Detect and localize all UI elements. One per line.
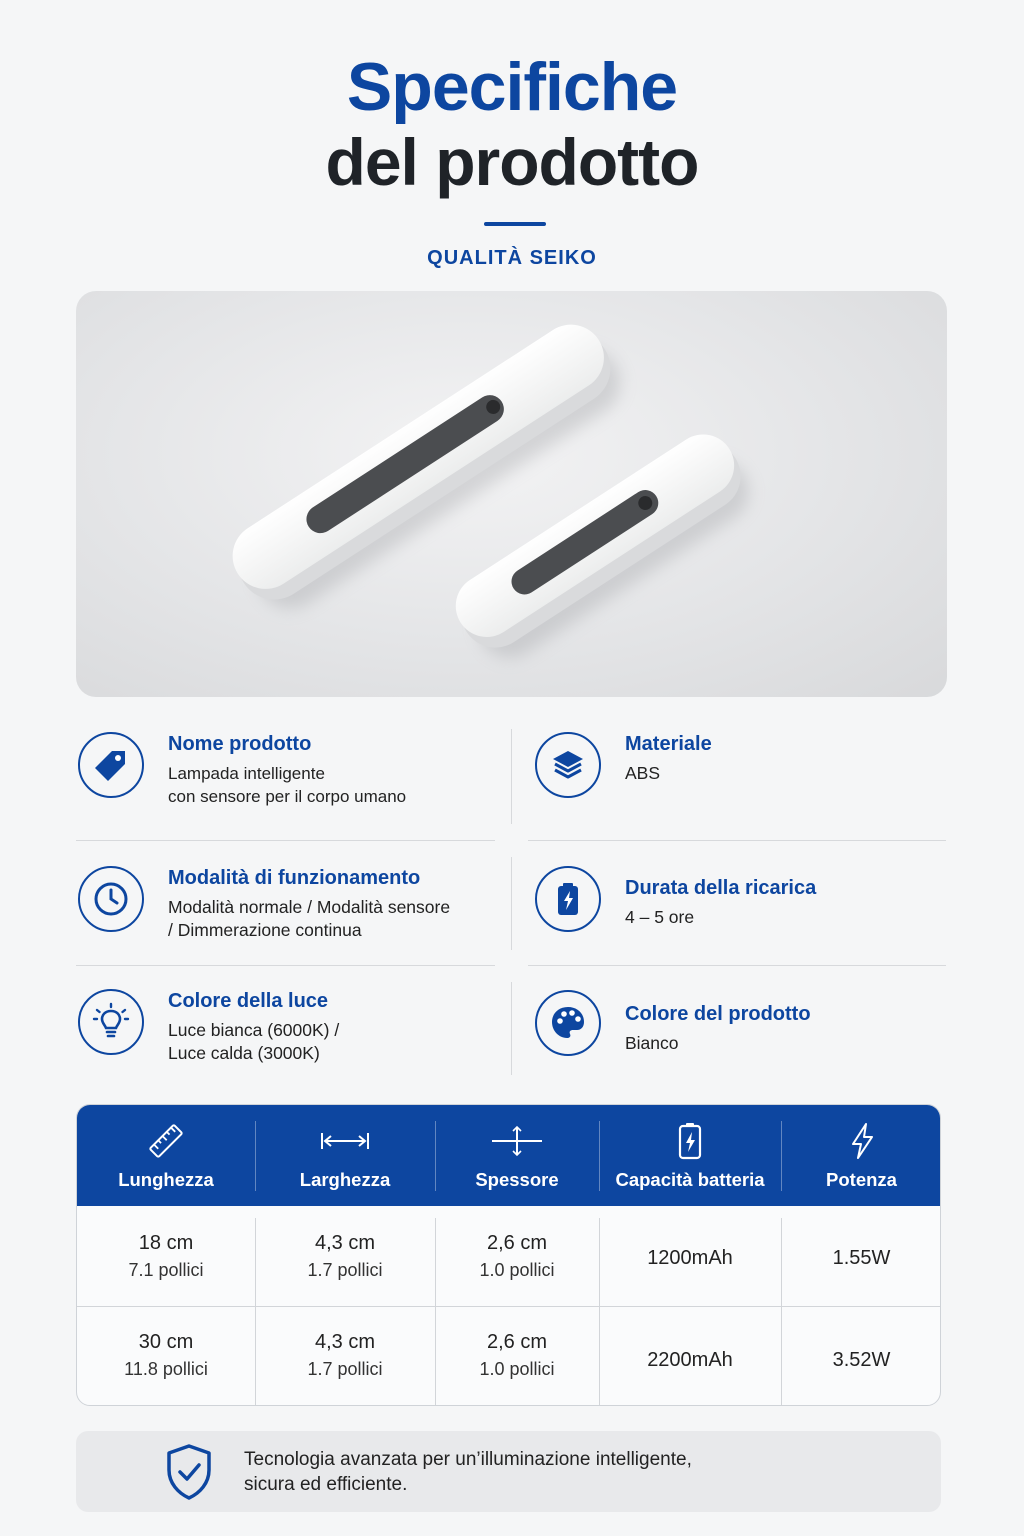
spec-divider	[511, 729, 512, 824]
spec-operating-mode	[78, 866, 450, 942]
cell-value: 2,6 cm	[486, 1331, 548, 1353]
column-header-label: Potenza	[826, 1169, 897, 1190]
cell-value-inches: 1.0 pollici	[479, 1359, 555, 1379]
spec-divider	[76, 840, 495, 841]
battery-icon	[599, 1121, 781, 1161]
spec-label: Materiale	[625, 733, 712, 755]
spec-label: Colore della luce	[168, 990, 329, 1012]
cell-value: 18 cm	[138, 1232, 194, 1254]
cell-value: 4,3 cm	[314, 1331, 376, 1353]
spec-value: 4 – 5 ore	[625, 907, 695, 927]
table-cell-length	[77, 1328, 255, 1382]
battery-charging-icon	[535, 866, 601, 932]
cell-value-inches: 11.8 pollici	[124, 1359, 208, 1379]
thickness-icon	[435, 1121, 599, 1161]
cell-value: 4,3 cm	[314, 1232, 376, 1254]
spec-divider	[528, 840, 946, 841]
cell-value-inches: 7.1 pollici	[128, 1260, 204, 1280]
spec-value: Bianco	[625, 1033, 679, 1053]
cell-value-inches: 1.0 pollici	[479, 1260, 555, 1280]
table-header	[77, 1105, 941, 1206]
row-separator	[77, 1306, 941, 1307]
cell-value-inches: 1.7 pollici	[307, 1359, 383, 1379]
technology-banner	[76, 1431, 941, 1512]
spec-label: Modalità di funzionamento	[168, 867, 421, 889]
spec-divider	[76, 965, 495, 966]
table-cell-power	[781, 1346, 941, 1374]
column-header-length	[77, 1105, 255, 1206]
column-header-power	[781, 1105, 941, 1206]
cell-value-inches: 1.7 pollici	[307, 1260, 383, 1280]
cell-value: 3.52W	[832, 1349, 891, 1371]
cell-value: 30 cm	[138, 1331, 194, 1353]
table-cell-thickness	[435, 1229, 599, 1283]
cell-value: 2200mAh	[647, 1349, 733, 1371]
spec-divider	[511, 982, 512, 1075]
column-header-label: Lunghezza	[118, 1169, 214, 1190]
title-divider	[484, 222, 546, 226]
column-header-battery	[599, 1105, 781, 1206]
table-cell-length	[77, 1229, 255, 1283]
table-cell-battery	[599, 1346, 781, 1374]
shield-check-icon	[164, 1443, 214, 1506]
banner-line2: sicura ed efficiente.	[244, 1474, 408, 1495]
page-title-line1: Specifiche	[346, 49, 678, 125]
clock-icon	[78, 866, 144, 932]
width-arrows-icon	[255, 1121, 435, 1161]
spec-label: Nome prodotto	[168, 733, 312, 755]
column-header-label: Capacità batteria	[615, 1169, 765, 1190]
table-cell-power	[781, 1244, 941, 1272]
table-cell-width	[255, 1229, 435, 1283]
banner-line1: Tecnologia avanzata per un’illuminazione intelligente,	[244, 1449, 692, 1470]
spec-divider	[511, 857, 512, 950]
spec-value: Modalità normale / Modalità sensore / Dimmerazione continua	[168, 897, 451, 940]
column-header-thickness	[435, 1105, 599, 1206]
spec-product-color	[535, 990, 811, 1056]
price-tag-icon	[78, 732, 144, 798]
spec-label: Colore del prodotto	[625, 1003, 811, 1025]
light-bulb-icon	[78, 989, 144, 1055]
spec-label: Durata della ricarica	[625, 877, 817, 899]
table-cell-thickness	[435, 1328, 599, 1382]
lightning-icon	[781, 1121, 941, 1161]
ruler-icon	[77, 1121, 255, 1161]
spec-divider	[528, 965, 946, 966]
cell-value: 1.55W	[832, 1247, 891, 1269]
spec-light-color	[78, 989, 339, 1065]
product-image	[76, 291, 947, 697]
spec-value: Lampada intelligente con sensore per il corpo umano	[168, 764, 407, 806]
table-cell-width	[255, 1328, 435, 1382]
dimensions-table	[76, 1104, 941, 1406]
column-header-label: Larghezza	[299, 1169, 391, 1190]
spec-material	[535, 732, 712, 798]
cell-value: 2,6 cm	[486, 1232, 548, 1254]
spec-product-name	[78, 732, 406, 808]
spec-value: ABS	[625, 763, 661, 783]
spec-charge-duration	[535, 866, 816, 932]
cell-value: 1200mAh	[647, 1247, 733, 1269]
column-header-label: Spessore	[475, 1169, 559, 1190]
brand-subtitle: QUALITÀ SEIKO	[427, 247, 597, 269]
column-header-width	[255, 1105, 435, 1206]
palette-icon	[535, 990, 601, 1056]
spec-value: Luce bianca (6000K) / Luce calda (3000K)	[168, 1020, 340, 1063]
layers-icon	[535, 732, 601, 798]
table-cell-battery	[599, 1244, 781, 1272]
page-title-line2: del prodotto	[325, 125, 699, 199]
